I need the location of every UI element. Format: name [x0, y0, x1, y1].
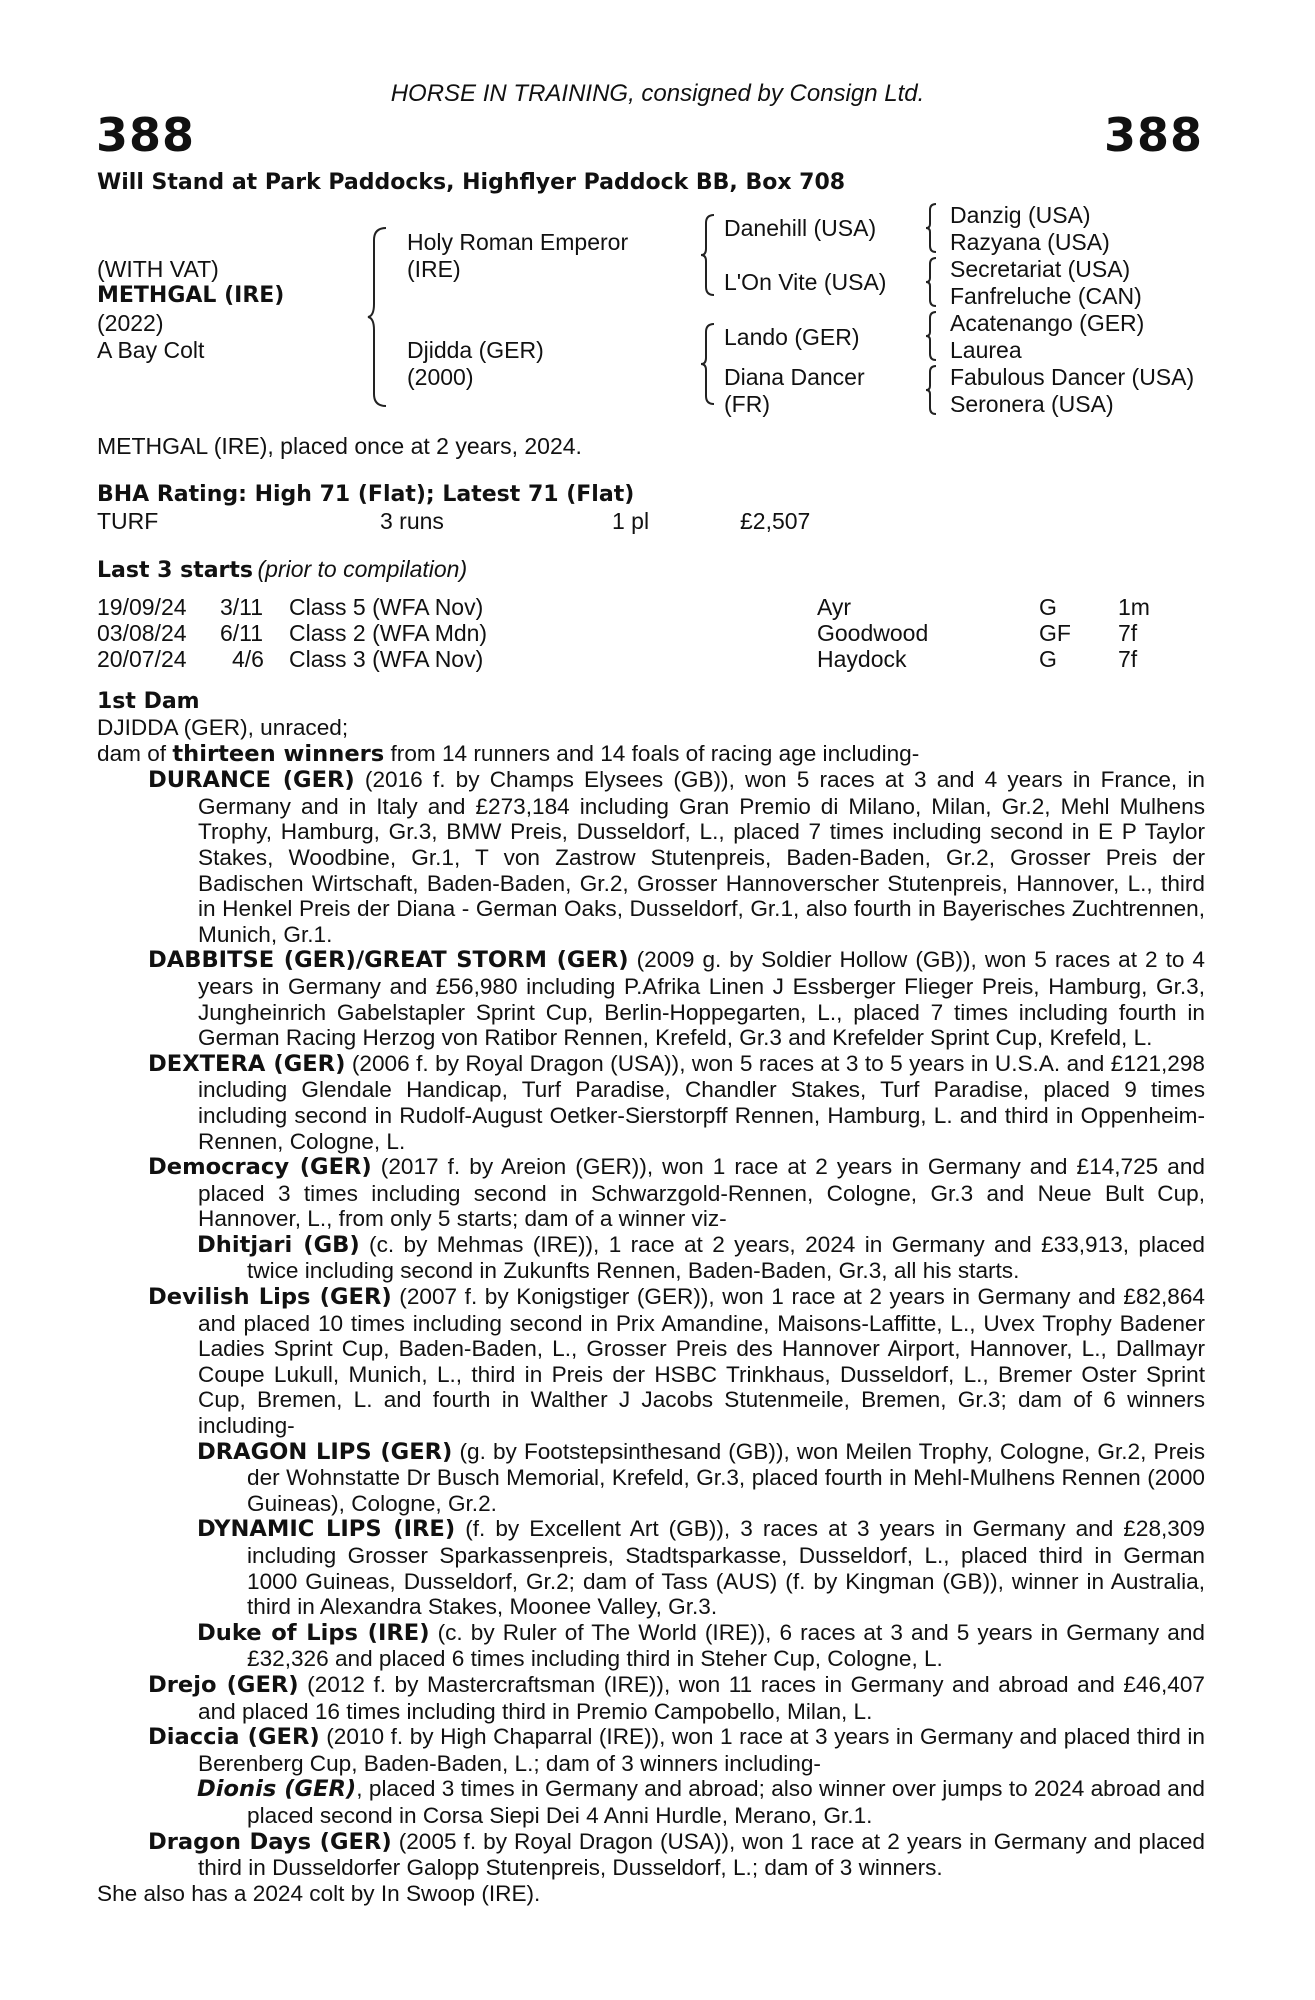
produce-entry	[97, 1154, 1205, 1232]
start-distance: 1m	[1118, 594, 1150, 620]
produce-text: (2012 f. by Mastercraftsman (IRE)), won 11 races in Germany and abroad and £46,407 and placed 16 times including third in Premio Campobello, Milan, L.	[198, 1671, 1205, 1724]
lot-number-right: 388	[1103, 108, 1203, 162]
produce-text: (2009 g. by Soldier Hollow (GB)), won 5 races at 2 to 4 years in Germany and £56,980 including P.Afrika Linen J Essberger Flieger Preis, Hamburg, Gr.3, Jungheinrich Gabelstapler Sprint Cup, Berlin-Hoppegarten, L., placed 7 times including fourth in German Racing Herzog von Ratibor Rennen, Krefeld, Gr.3 and Krefelder Sprint Cup, Krefeld, L.	[198, 947, 1205, 1051]
sire-origin: (IRE)	[407, 256, 461, 282]
sire-dam: L'On Vite (USA)	[724, 269, 887, 295]
produce-text: (2016 f. by Champs Elysees (GB)), won 5 races at 3 and 4 years in France, in Germany and in Italy and £273,184 including Gran Premio di Milano, Milan, Gr.2, Mehl Mulhens Trophy, Hamburg, Gr.3, BMW Preis, Dusseldorf, L., placed 7 times including second in E P Taylor Stakes, Woodbine, Gr.1, T von Zastrow Stutenpreis, Baden-Baden, Gr.2, Grosser Preis der Badischen Wirtschaft, Baden-Baden, Gr.2, Grosser Hannoverscher Stutenpreis, Hannover, L., third in Henkel Preis der Diana - German Oaks, Dusseldorf, Gr.1, also fourth in Bayerisches Zuchtrennen, Munich, Gr.1.	[198, 767, 1205, 947]
produce-entry	[97, 1724, 1205, 1776]
produce-entry	[97, 947, 1205, 1050]
produce-name: Drejo (GER)	[148, 1671, 299, 1698]
produce-subentry	[97, 1439, 1205, 1517]
produce-text: , placed 3 times in Germany and abroad; also winner over jumps to 2024 abroad and placed second in Corsa Siepi Dei 4 Anni Hurdle, Merano, Gr.1.	[247, 1776, 1205, 1828]
ped-dds: Fabulous Dancer (USA)	[950, 364, 1195, 390]
pedigree-brace-3d	[925, 364, 939, 416]
start-date: 20/07/24	[97, 646, 187, 672]
produce-name: Diaccia (GER)	[148, 1724, 320, 1751]
turf-placed: 1 pl	[612, 508, 650, 534]
turf-runs: 3 runs	[380, 508, 444, 534]
produce-text: (g. by Footstepsinthesand (GB)), won Meilen Trophy, Cologne, Gr.2, Preis der Wohnstatte Dr Busch Memorial, Krefeld, Gr.3, placed fourth in Mehl-Mulhens Rennen (2000 Guineas), Cologne, Gr.2.	[247, 1438, 1205, 1516]
start-date: 19/09/24	[97, 594, 187, 620]
ped-dsd: Laurea	[950, 337, 1022, 363]
bha-rating: BHA Rating: High 71 (Flat); Latest 71 (Flat)	[97, 482, 635, 507]
dam-intro: DJIDDA (GER), unraced;	[97, 715, 349, 740]
produce-subentry	[97, 1232, 1205, 1284]
produce-text: (c. by Mehmas (IRE)), 1 race at 2 years, 2024 in Germany and £33,913, placed twice including second in Zukunfts Rennen, Baden-Baden, Gr.3, all his starts.	[247, 1231, 1205, 1284]
last-starts-heading	[97, 556, 467, 583]
ped-dss: Acatenango (GER)	[950, 310, 1145, 336]
dam-produce-summary: dam of thirteen winners from 14 runners and 14 foals of racing age including-	[97, 740, 920, 767]
pedigree-brace-dam	[700, 322, 718, 406]
produce-entry	[97, 1672, 1205, 1724]
start-race: Class 5 (WFA Nov)	[289, 594, 484, 620]
pedigree-brace-sire	[700, 213, 718, 297]
pedigree-brace-3a	[925, 202, 939, 254]
pedigree-brace-3c	[925, 310, 939, 362]
produce-entry	[97, 1051, 1205, 1154]
horse-year: (2022)	[97, 310, 164, 336]
produce-name: Dhitjari (GB)	[197, 1231, 360, 1258]
start-going: GF	[1039, 620, 1071, 646]
ped-ddd: Seronera (USA)	[950, 391, 1114, 417]
start-course: Goodwood	[817, 620, 929, 646]
start-position: 4/6	[232, 646, 264, 672]
lot-number-left: 388	[96, 108, 196, 162]
produce-text: (2007 f. by Konigstiger (GER)), won 1 race at 2 years in Germany and £82,864 and placed 10 times including second in Prix Amandine, Maisons-Laffitte, L., Uvex Trophy Badener Ladies Sprint Cup, Baden-Baden, L., Grosser Preis des Hannover Airport, Hannover, L., Dallmayr Coupe Lukull, Munich, L., third in Preis der HSBC Trinkhaus, Dusseldorf, L., Bremer Oster Sprint Cup, Bremen, L. and fourth in Walther J Jacobs Stutenmeile, Bremen, Gr.3; dam of 6 winners including-	[198, 1284, 1205, 1439]
start-course: Haydock	[817, 646, 907, 672]
start-position: 6/11	[220, 620, 264, 646]
produce-name: Duke of Lips (IRE)	[197, 1619, 430, 1646]
pedigree-brace-3b	[925, 256, 939, 308]
produce-subentry	[97, 1516, 1205, 1619]
produce-name: Devilish Lips (GER)	[148, 1284, 392, 1311]
horse-name: METHGAL (IRE)	[97, 283, 285, 308]
start-going: G	[1039, 594, 1057, 620]
pedigree-brace-main	[366, 226, 390, 408]
produce-entry	[97, 767, 1205, 947]
produce-subentry	[97, 1776, 1205, 1828]
sire-name: Holy Roman Emperor	[407, 229, 629, 255]
last-starts-title: Last 3 starts	[97, 558, 254, 583]
winners-count: thirteen winners	[172, 740, 385, 767]
produce-entry	[97, 1829, 1205, 1881]
closing-note: She also has a 2024 colt by In Swoop (IRE).	[97, 1880, 541, 1906]
first-dam-title: 1st Dam	[97, 689, 200, 714]
produce-text: (2005 f. by Royal Dragon (USA)), won 1 race at 2 years in Germany and placed third in Dusseldorfer Galopp Stutenpreis, Dusseldorf, L.; dam of 3 winners.	[198, 1828, 1205, 1881]
produce-text: (c. by Ruler of The World (IRE)), 6 races at 3 and 5 years in Germany and £32,326 and placed 6 times including third in Steher Cup, Cologne, L.	[247, 1619, 1205, 1672]
produce-text: (2006 f. by Royal Dragon (USA)), won 5 races at 3 to 5 years in U.S.A. and £121,298 including Glendale Handicap, Turf Paradise, Chandler Stakes, Turf Paradise, placed 9 times including second in Rudolf-August Oetker-Sierstorpff Rennen, Hamburg, L. and third in Oppenheim-Rennen, Cologne, L.	[198, 1050, 1205, 1154]
dam-name: Djidda (GER)	[407, 337, 544, 363]
ped-ssd: Razyana (USA)	[950, 229, 1110, 255]
start-race: Class 3 (WFA Nov)	[289, 646, 484, 672]
produce-name: DRAGON LIPS (GER)	[197, 1438, 453, 1465]
produce-text: (f. by Excellent Art (GB)), 3 races at 3 years in Germany and £28,309 including Grosser Sparkassenpreis, Stadtsparkasse, Dusseldorf, L., placed third in German 1000 Guineas, Dusseldorf, Gr.2; dam of Tass (AUS) (f. by Kingman (GB)), winner in Australia, third in Alexandra Stakes, Moonee Valley, Gr.3.	[247, 1516, 1205, 1620]
start-distance: 7f	[1118, 646, 1138, 672]
horse-description: A Bay Colt	[97, 337, 205, 363]
dam-sire: Lando (GER)	[724, 324, 860, 350]
turf-surface: TURF	[97, 508, 159, 534]
start-race: Class 2 (WFA Mdn)	[289, 620, 488, 646]
last-starts-note: (prior to compilation)	[257, 556, 468, 582]
produce-name: DEXTERA (GER)	[148, 1050, 346, 1077]
start-date: 03/08/24	[97, 620, 187, 646]
produce-name: Dragon Days (GER)	[148, 1828, 392, 1855]
produce-name: Dionis (GER)	[197, 1776, 357, 1803]
start-position: 3/11	[220, 594, 264, 620]
ped-sds: Secretariat (USA)	[950, 256, 1131, 282]
produce-subentry	[97, 1620, 1205, 1672]
dam-year: (2000)	[407, 364, 474, 390]
dam-dam: Diana Dancer	[724, 364, 865, 390]
ped-sss: Danzig (USA)	[950, 202, 1091, 228]
vat-note: (WITH VAT)	[97, 256, 219, 282]
produce-name: Democracy (GER)	[148, 1154, 372, 1181]
stand-location: Will Stand at Park Paddocks, Highflyer Paddock BB, Box 708	[97, 170, 846, 195]
turf-earnings: £2,507	[740, 508, 811, 534]
catalogue-header: HORSE IN TRAINING, consigned by Consign Ltd.	[390, 80, 925, 107]
produce-name: DURANCE (GER)	[148, 767, 355, 794]
start-distance: 7f	[1118, 620, 1138, 646]
produce-entry	[97, 1284, 1205, 1439]
produce-name: DABBITSE (GER)/GREAT STORM (GER)	[148, 947, 629, 974]
start-course: Ayr	[817, 594, 852, 620]
produce-text: (2010 f. by High Chaparral (IRE)), won 1 race at 3 years in Germany and placed third in Berenberg Cup, Baden-Baden, L.; dam of 3 winners including-	[198, 1724, 1205, 1776]
race-summary: METHGAL (IRE), placed once at 2 years, 2024.	[97, 433, 582, 459]
dam-dam-origin: (FR)	[724, 391, 770, 417]
ped-sdd: Fanfreluche (CAN)	[950, 283, 1142, 309]
start-going: G	[1039, 646, 1057, 672]
produce-name: DYNAMIC LIPS (IRE)	[197, 1516, 456, 1543]
produce-text: (2017 f. by Areion (GER)), won 1 race at 2 years in Germany and £14,725 and placed 3 times including second in Schwarzgold-Rennen, Cologne, Gr.3 and Neue Bult Cup, Hannover, L., from only 5 starts; dam of a winner viz-	[198, 1154, 1205, 1232]
sire-sire: Danehill (USA)	[724, 215, 877, 241]
first-dam-section	[97, 688, 1205, 1906]
